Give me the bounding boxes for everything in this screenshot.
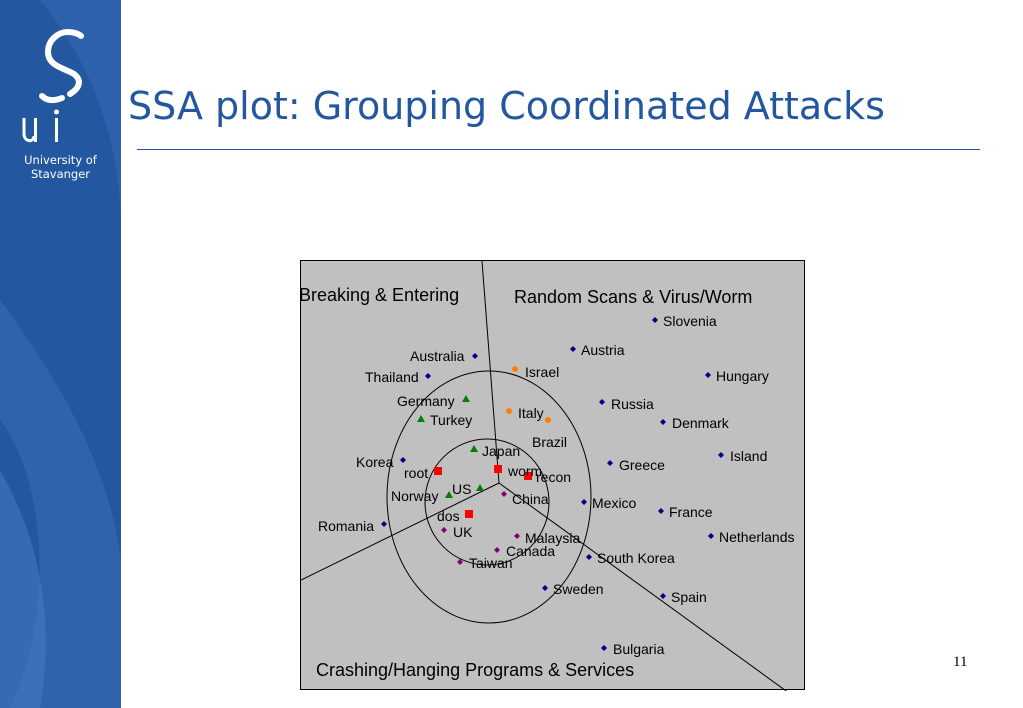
point-label-malaysia: Malaysia (525, 530, 581, 546)
region-label-top-left: Breaking & Entering (299, 285, 460, 305)
diamond-marker-icon (472, 353, 478, 359)
point-label-us: US (452, 481, 472, 497)
point-label-hungary: Hungary (716, 368, 769, 384)
point-label-thailand: Thailand (365, 369, 419, 385)
square-marker-icon (465, 510, 473, 518)
page-number: 11 (953, 654, 968, 670)
title-divider (137, 149, 980, 150)
sidebar-branding (0, 0, 121, 708)
point-label-uk: UK (453, 524, 473, 540)
point-label-worm: worm (508, 463, 543, 479)
point-label-germany: Germany (397, 393, 455, 409)
point-label-south-korea: South Korea (597, 550, 675, 566)
diamond-marker-icon (652, 317, 658, 323)
point-label-bulgaria: Bulgaria (613, 641, 665, 657)
diamond-marker-icon (718, 452, 724, 458)
diamond-marker-icon (570, 346, 576, 352)
diamond-marker-icon (607, 460, 613, 466)
point-label-netherlands: Netherlands (719, 529, 795, 545)
point-label-korea: Korea (356, 454, 394, 470)
diamond-marker-icon (708, 533, 714, 539)
point-label-greece: Greece (619, 457, 665, 473)
point-label-spain: Spain (671, 589, 707, 605)
triangle-marker-icon (417, 415, 425, 422)
square-marker-icon (434, 467, 442, 475)
diamond-marker-icon (658, 508, 664, 514)
region-label-bottom: Crashing/Hanging Programs & Services (316, 660, 635, 680)
point-label-china: China (512, 491, 549, 507)
circle-marker-icon (512, 366, 518, 372)
diamond-marker-icon (660, 593, 666, 599)
triangle-marker-icon (462, 395, 470, 402)
point-label-brazil: Brazil (532, 434, 568, 450)
point-label-recon: recon (536, 469, 572, 485)
point-label-romania: Romania (318, 518, 375, 534)
point-label-austria: Austria (581, 342, 625, 358)
ssa-plot (300, 260, 805, 690)
point-label-dos: dos (437, 508, 460, 524)
triangle-marker-icon (470, 445, 478, 452)
point-label-israel: Israel (525, 364, 560, 380)
circle-marker-icon (506, 408, 512, 414)
diamond-marker-icon (586, 554, 592, 560)
point-label-denmark: Denmark (672, 415, 729, 431)
point-label-japan: Japan (482, 443, 521, 459)
point-label-norway: Norway (391, 488, 439, 504)
point-label-root: root (404, 465, 429, 481)
diamond-marker-icon (494, 547, 500, 553)
diamond-marker-icon (381, 521, 387, 527)
diamond-marker-icon (660, 419, 666, 425)
diamond-marker-icon (441, 527, 447, 533)
triangle-marker-icon (476, 484, 484, 491)
point-label-sweden: Sweden (553, 581, 604, 597)
region-label-top-right: Random Scans & Virus/Worm (514, 287, 753, 307)
square-marker-icon (494, 465, 502, 473)
diamond-marker-icon (542, 585, 548, 591)
circle-marker-icon (545, 417, 551, 423)
diamond-marker-icon (514, 533, 520, 539)
diamond-marker-icon (400, 457, 406, 463)
diamond-marker-icon (501, 491, 507, 497)
point-label-taiwan: Taiwan (469, 555, 513, 571)
point-label-mexico: Mexico (592, 495, 637, 511)
logo-text (0, 153, 121, 181)
point-label-australia: Australia (410, 348, 465, 364)
logo-line-1: University of (24, 153, 97, 167)
uis-logo-icon (0, 0, 121, 150)
diamond-marker-icon (425, 373, 431, 379)
point-label-russia: Russia (611, 396, 654, 412)
diamond-marker-icon (705, 372, 711, 378)
point-label-france: France (669, 504, 713, 520)
point-label-canada: Canada (506, 543, 556, 559)
point-label-turkey: Turkey (430, 412, 473, 428)
diamond-marker-icon (581, 499, 587, 505)
slide-title: SSA plot: Grouping Coordinated Attacks (128, 84, 885, 128)
point-label-island: Island (730, 448, 768, 464)
point-label-italy: Italy (518, 405, 544, 421)
point-label-slovenia: Slovenia (663, 313, 717, 329)
logo-line-2: Stavanger (30, 167, 91, 181)
diamond-marker-icon (601, 645, 607, 651)
diamond-marker-icon (599, 399, 605, 405)
